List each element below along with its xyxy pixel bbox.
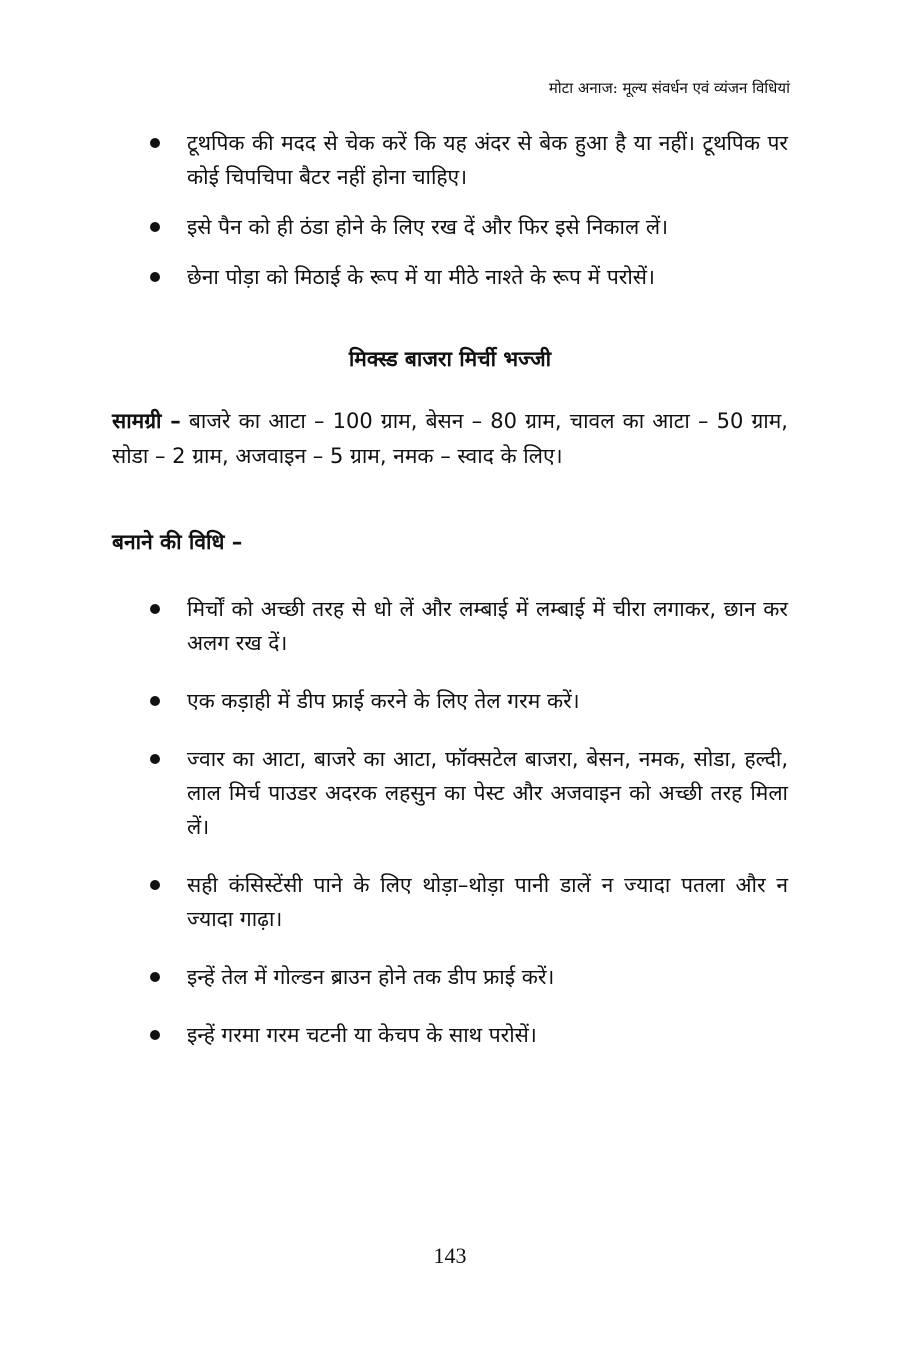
list-item	[112, 868, 788, 936]
previous-recipe-steps	[112, 126, 788, 310]
bullet-icon	[150, 604, 160, 614]
list-item-text: मिर्चों को अच्छी तरह से धो लें और लम्बाई में लम्बाई में चीरा लगाकर, छान कर अलग रख दें।	[187, 597, 788, 655]
page-number: 143	[433, 1243, 467, 1268]
list-item-text: एक कड़ाही में डीप फ्राई करने के लिए तेल गरम करें।	[187, 689, 580, 713]
running-header: मोटा अनाज: मूल्य संवर्धन एवं व्यंजन विधियां	[548, 79, 790, 97]
bullet-icon	[150, 272, 160, 282]
bullet-icon	[150, 972, 160, 982]
list-item-text: छेना पोड़ा को मिठाई के रूप में या मीठे नाश्ते के रूप में परोसें।	[187, 265, 655, 289]
bullet-icon	[150, 1030, 160, 1040]
list-item	[112, 260, 788, 294]
list-item	[112, 1018, 788, 1052]
list-item	[112, 742, 788, 844]
bullet-icon	[150, 880, 160, 890]
list-item-text: इसे पैन को ही ठंडा होने के लिए रख दें और फिर इसे निकाल लें।	[187, 215, 669, 239]
ingredients-label: सामग्री –	[112, 409, 181, 433]
list-item	[112, 126, 788, 194]
bullet-icon	[150, 138, 160, 148]
ingredients-text: बाजरे का आटा – 100 ग्राम, बेसन – 80 ग्राम, चावल का आटा – 50 ग्राम, सोडा – 2 ग्राम, अजवाइन – 5 ग्राम, नमक – स्वाद के लिए।	[112, 409, 788, 468]
list-item-text: इन्हें तेल में गोल्डन ब्राउन होने तक डीप फ्राई करें।	[187, 965, 555, 989]
bullet-icon	[150, 696, 160, 706]
list-item-text: इन्हें गरमा गरम चटनी या केचप के साथ परोसें।	[187, 1023, 537, 1047]
ingredients-paragraph	[112, 404, 788, 474]
list-item	[112, 684, 788, 718]
method-heading: बनाने की विधि –	[112, 530, 243, 554]
bullet-icon	[150, 754, 160, 764]
method-steps	[112, 592, 788, 1076]
list-item-text: सही कंसिस्टेंसी पाने के लिए थोड़ा–थोड़ा पानी डालें न ज्यादा पतला और न ज्यादा गाढ़ा।	[187, 873, 788, 931]
recipe-title: मिक्स्ड बाजरा मिर्ची भज्जी	[348, 347, 552, 371]
list-item	[112, 960, 788, 994]
list-item-text: ज्वार का आटा, बाजरे का आटा, फॉक्सटेल बाजरा, बेसन, नमक, सोडा, हल्दी, लाल मिर्च पाउडर अदरक लहसुन का पेस्ट और अजवाइन को अच्छी तरह मिला लें।	[187, 747, 788, 839]
list-item	[112, 210, 788, 244]
list-item	[112, 592, 788, 660]
list-item-text: टूथपिक की मदद से चेक करें कि यह अंदर से बेक हुआ है या नहीं। टूथपिक पर कोई चिपचिपा बैटर नहीं होना चाहिए।	[187, 131, 788, 189]
bullet-icon	[150, 222, 160, 232]
